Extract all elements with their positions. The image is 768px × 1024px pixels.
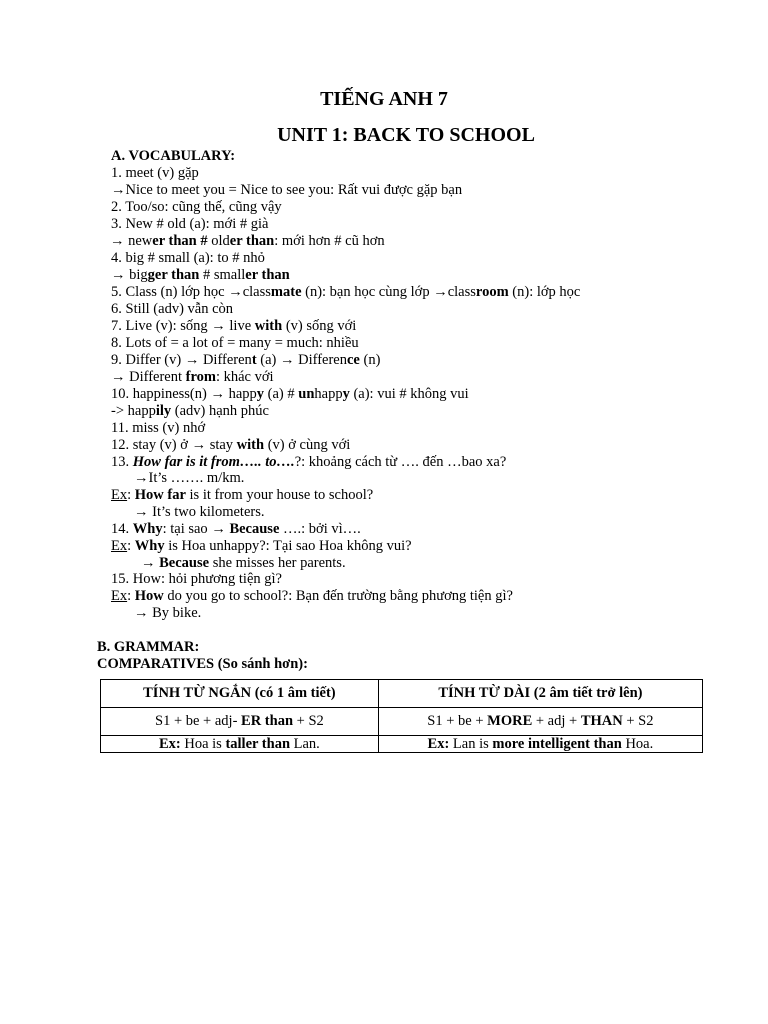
formula-long-adj: S1 + be + MORE + adj + THAN + S2 bbox=[378, 708, 702, 736]
arrow-icon: → bbox=[141, 555, 156, 571]
vocab-line-5: → newer than # older than: mới hơn # cũ hơn bbox=[110, 233, 385, 249]
arrow-icon: → bbox=[134, 470, 149, 486]
arrow-icon: → bbox=[191, 437, 207, 453]
table-header-short-adj: TÍNH TỪ NGẮN (có 1 âm tiết) bbox=[101, 680, 379, 708]
vocab-line-18: 13. How far is it from….. to….?: khoảng cách từ …. đến …bao xa? bbox=[111, 454, 507, 470]
vocab-line-20: Ex: How far is it from your house to school? bbox=[111, 487, 374, 503]
vocab-line-25: 15. How: hỏi phương tiện gì? bbox=[111, 571, 282, 587]
vocab-line-4: 3. New # old (a): mới # già bbox=[111, 216, 269, 232]
arrow-icon: → bbox=[184, 352, 200, 368]
arrow-icon: → bbox=[433, 284, 448, 300]
vocab-line-23: Ex: Why is Hoa unhappy?: Tại sao Hoa không vui? bbox=[111, 538, 412, 554]
vocab-line-17: 12. stay (v) ở → stay with (v) ở cùng với bbox=[111, 437, 351, 453]
table-header-long-adj: TÍNH TỪ DÀI (2 âm tiết trở lên) bbox=[378, 680, 702, 708]
vocab-line-6: 4. big # small (a): to # nhỏ bbox=[111, 250, 265, 266]
arrow-icon: → bbox=[210, 386, 225, 402]
vocab-line-1: 1. meet (v) gặp bbox=[111, 165, 199, 181]
arrow-icon: → bbox=[134, 504, 149, 520]
vocab-line-13: → Different from: khác với bbox=[111, 369, 274, 385]
vocab-line-3: 2. Too/so: cũng thế, cũng vậy bbox=[111, 199, 282, 215]
example-long-adj: Ex: Lan is more intelligent than Hoa. bbox=[378, 736, 702, 753]
arrow-icon: → bbox=[228, 284, 243, 300]
grammar-subheading: COMPARATIVES (So sánh hơn): bbox=[97, 656, 308, 672]
vocab-line-8: 5. Class (n) lớp học →classmate (n): bạn học cùng lớp →classroom (n): lớp học bbox=[111, 284, 581, 300]
unit-title: UNIT 1: BACK TO SCHOOL bbox=[277, 124, 535, 146]
vocab-line-16: 11. miss (v) nhớ bbox=[111, 420, 206, 436]
example-short-adj: Ex: Hoa is taller than Lan. bbox=[101, 736, 379, 753]
formula-short-adj: S1 + be + adj- ER than + S2 bbox=[101, 708, 379, 736]
vocab-line-10: 7. Live (v): sống → live with (v) sống với bbox=[111, 318, 357, 334]
vocab-line-12: 9. Differ (v) → Different (a) → Difference (n) bbox=[111, 352, 381, 368]
vocab-line-22: 14. Why: tại sao → Because ….: bởi vì…. bbox=[111, 521, 361, 537]
arrow-icon: → bbox=[110, 233, 125, 249]
table-row bbox=[101, 736, 703, 753]
arrow-icon: → bbox=[111, 267, 126, 283]
vocab-line-14: 10. happiness(n) → happy (a) # unhappy (a): vui # không vui bbox=[111, 386, 469, 402]
vocab-line-27: → By bike. bbox=[134, 605, 202, 621]
vocab-line-9: 6. Still (adv) vẫn còn bbox=[111, 301, 234, 317]
table-row bbox=[101, 680, 703, 708]
grammar-heading: B. GRAMMAR: bbox=[97, 639, 200, 655]
vocab-heading: A. VOCABULARY: bbox=[111, 148, 236, 164]
vocab-line-21: → It’s two kilometers. bbox=[134, 504, 265, 520]
vocab-line-19: →It’s ……. m/km. bbox=[134, 470, 245, 486]
comparatives-table bbox=[100, 679, 703, 753]
arrow-icon: → bbox=[280, 352, 295, 368]
vocab-line-26: Ex: How do you go to school?: Bạn đến trường bằng phương tiện gì? bbox=[111, 588, 513, 604]
arrow-icon: → bbox=[111, 182, 126, 198]
vocab-line-2: →Nice to meet you = Nice to see you: Rất vui được gặp bạn bbox=[111, 182, 463, 198]
vocab-line-15: -> happily (adv) hạnh phúc bbox=[111, 403, 269, 419]
doc-title: TIẾNG ANH 7 bbox=[320, 88, 448, 110]
arrow-icon: → bbox=[134, 605, 149, 621]
vocab-line-7: → bigger than # smaller than bbox=[111, 267, 290, 283]
arrow-icon: → bbox=[211, 318, 226, 334]
vocab-line-11: 8. Lots of = a lot of = many = much: nhiều bbox=[111, 335, 359, 351]
arrow-icon: → bbox=[111, 369, 126, 385]
table-row bbox=[101, 708, 703, 736]
arrow-icon: → bbox=[211, 521, 226, 537]
vocab-line-24: → Because she misses her parents. bbox=[141, 555, 346, 571]
